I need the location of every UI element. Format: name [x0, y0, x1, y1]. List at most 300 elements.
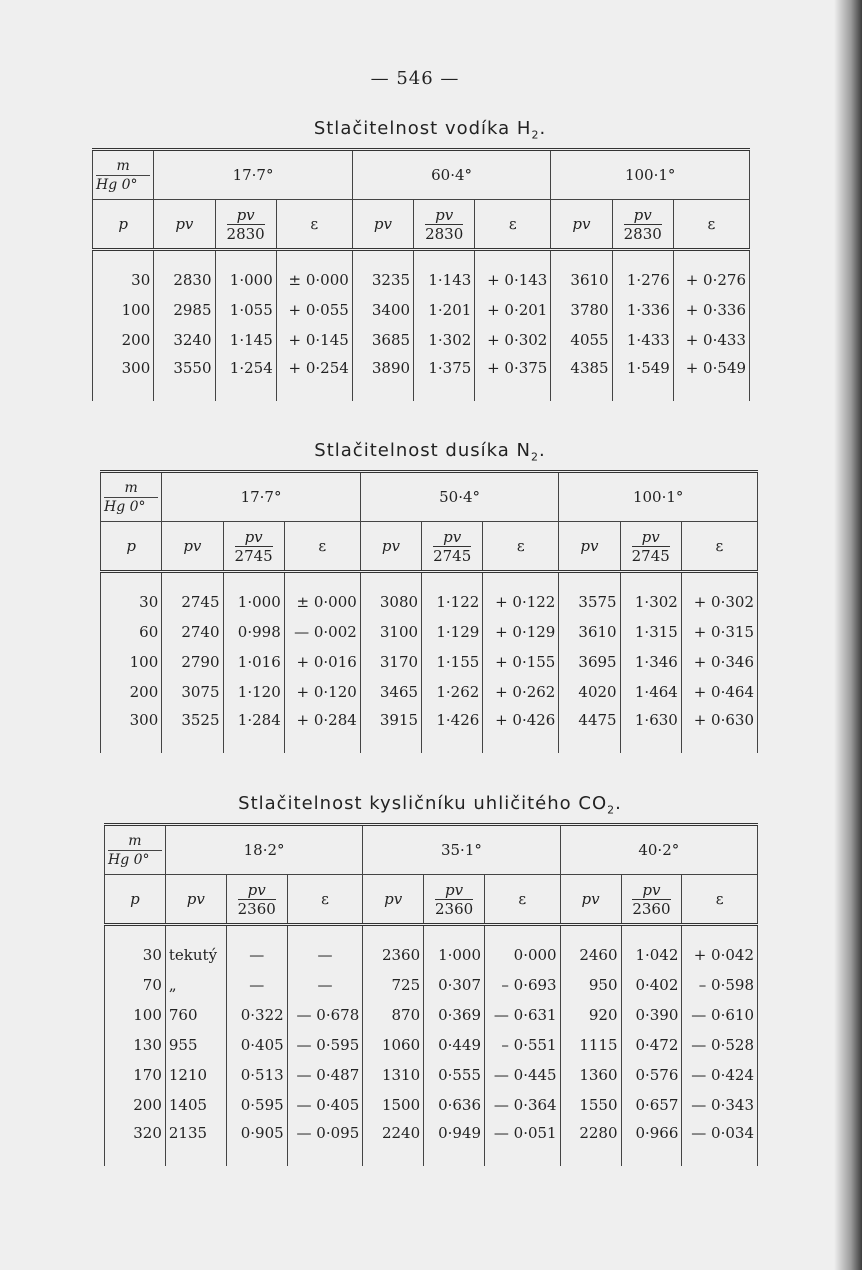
- title-text: Stlačitelnost kysličníku uhličitého CO: [238, 793, 608, 814]
- temperature-header: 17·7°: [162, 472, 361, 522]
- fraction: [433, 528, 471, 565]
- fraction: [632, 881, 670, 918]
- col-pv: pv: [165, 875, 226, 925]
- table-row: [105, 1090, 758, 1120]
- title-subscript: 2: [607, 803, 616, 817]
- table-row: [105, 1030, 758, 1060]
- table-cell: 2360: [363, 940, 424, 970]
- spacer-cell: [154, 250, 215, 266]
- table-cell: „: [165, 970, 226, 1000]
- col-pressure: p: [93, 200, 154, 250]
- table-cell: ± 0·000: [284, 587, 360, 617]
- spacer-cell: [682, 925, 758, 941]
- table-cell: + 0·122: [483, 587, 559, 617]
- table-cell: 1550: [560, 1090, 621, 1120]
- table-row: [93, 265, 750, 295]
- table-cell: 725: [363, 970, 424, 1000]
- col-pv-ratio: [620, 522, 681, 572]
- table-cell: 0·966: [621, 1120, 682, 1166]
- mhg-top: m: [116, 157, 130, 174]
- table-cell: 1·315: [620, 617, 681, 647]
- table-cell: 1·120: [223, 677, 284, 707]
- header-row-temperatures: [101, 472, 758, 522]
- table-cell: 1·155: [422, 647, 483, 677]
- mhg-bottom: Hg 0°: [96, 175, 150, 194]
- fraction-numerator: pv: [624, 206, 662, 225]
- fraction-denominator: 2360: [237, 899, 276, 918]
- fraction-numerator: pv: [433, 528, 471, 547]
- col-pv-ratio: [215, 200, 276, 250]
- table-cell: ± 0·000: [276, 265, 352, 295]
- table-row: [101, 707, 758, 753]
- header-row-columns: [105, 875, 758, 925]
- col-pv: pv: [162, 522, 223, 572]
- table-cell: + 0·315: [681, 617, 757, 647]
- table-cell: 100: [105, 1000, 166, 1030]
- table-cell: + 0·254: [276, 355, 352, 401]
- table-cell: + 0·145: [276, 325, 352, 355]
- mhg-top: m: [124, 479, 138, 496]
- col-pressure: p: [101, 522, 162, 572]
- mhg-header: [105, 825, 166, 875]
- spacer-cell: [620, 572, 681, 588]
- col-pv: pv: [560, 875, 621, 925]
- table-title-nitrogen: [0, 440, 860, 464]
- table-cell: — 0·424: [682, 1060, 758, 1090]
- table-cell: 1·630: [620, 707, 681, 753]
- table-cell: 1060: [363, 1030, 424, 1060]
- table-cell: 0·405: [226, 1030, 287, 1060]
- table-cell: 1·464: [620, 677, 681, 707]
- table-cell: — 0·610: [682, 1000, 758, 1030]
- table-cell: 0·657: [621, 1090, 682, 1120]
- table-cell: 0·576: [621, 1060, 682, 1090]
- col-epsilon: ε: [287, 875, 363, 925]
- table-cell: — 0·051: [485, 1120, 561, 1166]
- table-row: [105, 1000, 758, 1030]
- hydrogen-table: [92, 148, 750, 401]
- spacer-cell: [483, 572, 559, 588]
- table-cell: 1·143: [414, 265, 475, 295]
- col-epsilon: ε: [673, 200, 749, 250]
- table-cell: + 0·549: [673, 355, 749, 401]
- table-cell: 1·129: [422, 617, 483, 647]
- title-text: Stlačitelnost vodíka H: [313, 118, 532, 139]
- table-cell: 2240: [363, 1120, 424, 1166]
- table-cell: 3575: [559, 587, 620, 617]
- spacer-cell: [162, 572, 223, 588]
- title-end: .: [615, 793, 622, 814]
- table-cell: 3610: [551, 265, 612, 295]
- table-cell: 0·949: [424, 1120, 485, 1166]
- col-pv: pv: [352, 200, 413, 250]
- col-epsilon: ε: [483, 522, 559, 572]
- fraction: [235, 528, 273, 565]
- table-cell: 1·201: [414, 295, 475, 325]
- fraction: [227, 206, 265, 243]
- mhg-header: [93, 150, 154, 200]
- mhg-bottom: Hg 0°: [104, 497, 158, 516]
- spacer-cell: [673, 250, 749, 266]
- table-cell: – 0·598: [682, 970, 758, 1000]
- fraction: [425, 206, 463, 243]
- page-edge-shadow: [834, 0, 862, 1270]
- table-title-hydrogen: [0, 118, 860, 142]
- header-row-temperatures: [105, 825, 758, 875]
- spacer-cell: [551, 250, 612, 266]
- table-cell: 1·055: [215, 295, 276, 325]
- table-cell: 100: [101, 647, 162, 677]
- table-cell: 0·555: [424, 1060, 485, 1090]
- table-cell: — 0·487: [287, 1060, 363, 1090]
- table-cell: 1360: [560, 1060, 621, 1090]
- table-cell: 300: [101, 707, 162, 753]
- table-cell: — 0·445: [485, 1060, 561, 1090]
- table-cell: — 0·528: [682, 1030, 758, 1060]
- temperature-header: 18·2°: [165, 825, 362, 875]
- spacer-cell: [223, 572, 284, 588]
- temperature-header: 35·1°: [363, 825, 560, 875]
- table-cell: 100: [93, 295, 154, 325]
- title-subscript: 2: [530, 450, 539, 464]
- table-cell: 1·346: [620, 647, 681, 677]
- table-cell: + 0·055: [276, 295, 352, 325]
- table-cell: 3695: [559, 647, 620, 677]
- table-row: [101, 647, 758, 677]
- table-cell: 2830: [154, 265, 215, 295]
- mhg-bottom: Hg 0°: [108, 850, 162, 869]
- fraction: [624, 206, 662, 243]
- table-cell: — 0·364: [485, 1090, 561, 1120]
- table-cell: 1·262: [422, 677, 483, 707]
- spacer-cell: [485, 925, 561, 941]
- spacer-cell: [414, 250, 475, 266]
- col-epsilon: ε: [475, 200, 551, 250]
- table-cell: 0·322: [226, 1000, 287, 1030]
- table-cell: 3240: [154, 325, 215, 355]
- table-cell: 0·307: [424, 970, 485, 1000]
- table-row: [105, 1060, 758, 1090]
- table-cell: 3610: [559, 617, 620, 647]
- table-cell: + 0·630: [681, 707, 757, 753]
- spacer-cell: [101, 572, 162, 588]
- table-cell: — 0·095: [287, 1120, 363, 1166]
- table-row: [101, 617, 758, 647]
- table-cell: 0·595: [226, 1090, 287, 1120]
- table-cell: 60: [101, 617, 162, 647]
- table-cell: 870: [363, 1000, 424, 1030]
- spacer-cell: [360, 572, 421, 588]
- table-cell: — 0·678: [287, 1000, 363, 1030]
- table-cell: 3235: [352, 265, 413, 295]
- fraction-numerator: pv: [238, 881, 276, 900]
- fraction-denominator: 2745: [234, 546, 273, 565]
- table-cell: — 0·034: [682, 1120, 758, 1166]
- fraction-denominator: 2360: [632, 899, 671, 918]
- title-text: Stlačitelnost dusíka N: [314, 440, 531, 461]
- table-cell: 1·254: [215, 355, 276, 401]
- fraction-denominator: 2745: [433, 546, 472, 565]
- table-cell: 320: [105, 1120, 166, 1166]
- title-end: .: [539, 118, 547, 139]
- fraction-denominator: 2830: [425, 224, 464, 243]
- header-row-columns: [101, 522, 758, 572]
- mhg-header: [101, 472, 162, 522]
- nitrogen-table: [100, 470, 758, 753]
- spacer-cell: [363, 925, 424, 941]
- fraction-numerator: pv: [227, 206, 265, 225]
- spacer-cell: [165, 925, 226, 941]
- table-cell: 3170: [360, 647, 421, 677]
- table-cell: 1500: [363, 1090, 424, 1120]
- table-cell: 1210: [165, 1060, 226, 1090]
- spacer-cell: [352, 250, 413, 266]
- table-cell: 3685: [352, 325, 413, 355]
- table-cell: — 0·343: [682, 1090, 758, 1120]
- table-cell: 3525: [162, 707, 223, 753]
- table-cell: 1·426: [422, 707, 483, 753]
- table-cell: 300: [93, 355, 154, 401]
- table-cell: 0·472: [621, 1030, 682, 1060]
- table-row: [101, 677, 758, 707]
- col-pv-ratio: [612, 200, 673, 250]
- col-pv: pv: [154, 200, 215, 250]
- table-cell: 4475: [559, 707, 620, 753]
- table-cell: 3075: [162, 677, 223, 707]
- temperature-header: 50·4°: [360, 472, 559, 522]
- spacer-cell: [681, 572, 757, 588]
- col-pv: pv: [360, 522, 421, 572]
- table-cell: 760: [165, 1000, 226, 1030]
- table-cell: 3915: [360, 707, 421, 753]
- table-cell: 1·433: [612, 325, 673, 355]
- spacer-cell: [560, 925, 621, 941]
- table-cell: 1·375: [414, 355, 475, 401]
- spacer-cell: [475, 250, 551, 266]
- table-cell: 950: [560, 970, 621, 1000]
- table-cell: — 0·595: [287, 1030, 363, 1060]
- fraction-numerator: pv: [425, 206, 463, 225]
- spacer-row: [93, 250, 750, 266]
- spacer-cell: [559, 572, 620, 588]
- table-cell: + 0·016: [284, 647, 360, 677]
- table-cell: – 0·693: [485, 970, 561, 1000]
- col-epsilon: ε: [682, 875, 758, 925]
- table-row: [93, 295, 750, 325]
- table-cell: 3890: [352, 355, 413, 401]
- header-row-columns: [93, 200, 750, 250]
- temperature-header: 60·4°: [352, 150, 551, 200]
- spacer-cell: [226, 925, 287, 941]
- mhg-top: m: [128, 832, 142, 849]
- table-cell: + 0·433: [673, 325, 749, 355]
- fraction-denominator: 2830: [623, 224, 662, 243]
- col-pv-ratio: [422, 522, 483, 572]
- fraction-numerator: pv: [235, 528, 273, 547]
- table-title-co2: [0, 793, 860, 817]
- table-row: [105, 1120, 758, 1166]
- table-cell: 1·302: [414, 325, 475, 355]
- table-cell: 2460: [560, 940, 621, 970]
- table-cell: 2135: [165, 1120, 226, 1166]
- table-cell: 30: [93, 265, 154, 295]
- table-cell: 3780: [551, 295, 612, 325]
- spacer-cell: [105, 925, 166, 941]
- table-cell: 1·302: [620, 587, 681, 617]
- col-pv-ratio: [223, 522, 284, 572]
- table-cell: 3080: [360, 587, 421, 617]
- table-cell: 0·636: [424, 1090, 485, 1120]
- table-cell: 3100: [360, 617, 421, 647]
- table-cell: —: [287, 970, 363, 1000]
- table-cell: 955: [165, 1030, 226, 1060]
- table-cell: + 0·042: [682, 940, 758, 970]
- col-pv-ratio: [424, 875, 485, 925]
- table-cell: 2740: [162, 617, 223, 647]
- table-cell: + 0·375: [475, 355, 551, 401]
- table-cell: + 0·336: [673, 295, 749, 325]
- col-epsilon: ε: [276, 200, 352, 250]
- table-cell: 3400: [352, 295, 413, 325]
- table-cell: 200: [101, 677, 162, 707]
- table-cell: + 0·302: [681, 587, 757, 617]
- table-cell: + 0·346: [681, 647, 757, 677]
- table-cell: 1·145: [215, 325, 276, 355]
- table-cell: 1·122: [422, 587, 483, 617]
- spacer-cell: [424, 925, 485, 941]
- table-row: [93, 355, 750, 401]
- table-row: [93, 325, 750, 355]
- table-cell: 1115: [560, 1030, 621, 1060]
- table-cell: 4020: [559, 677, 620, 707]
- table-cell: + 0·284: [284, 707, 360, 753]
- header-row-temperatures: [93, 150, 750, 200]
- fraction: [238, 881, 276, 918]
- col-pressure: p: [105, 875, 166, 925]
- col-epsilon: ε: [681, 522, 757, 572]
- col-pv: pv: [363, 875, 424, 925]
- spacer-row: [101, 572, 758, 588]
- page-number: — 546 —: [370, 68, 460, 89]
- temperature-header: 40·2°: [560, 825, 757, 875]
- table-cell: 4385: [551, 355, 612, 401]
- table-cell: — 0·631: [485, 1000, 561, 1030]
- fraction: [632, 528, 670, 565]
- table-cell: —: [287, 940, 363, 970]
- table-cell: 1·000: [424, 940, 485, 970]
- fraction-numerator: pv: [632, 528, 670, 547]
- table-cell: 1·284: [223, 707, 284, 753]
- table-cell: 0·000: [485, 940, 561, 970]
- fraction-denominator: 2745: [631, 546, 670, 565]
- col-pv: pv: [551, 200, 612, 250]
- table-cell: 30: [105, 940, 166, 970]
- table-cell: 3465: [360, 677, 421, 707]
- table-cell: + 0·302: [475, 325, 551, 355]
- table-cell: 1·042: [621, 940, 682, 970]
- table-cell: + 0·464: [681, 677, 757, 707]
- table-cell: 200: [93, 325, 154, 355]
- table-cell: 0·905: [226, 1120, 287, 1166]
- spacer-cell: [276, 250, 352, 266]
- table-cell: —: [226, 970, 287, 1000]
- table-row: [105, 940, 758, 970]
- table-cell: — 0·405: [287, 1090, 363, 1120]
- col-epsilon: ε: [284, 522, 360, 572]
- table-cell: 2280: [560, 1120, 621, 1166]
- table-cell: 1·016: [223, 647, 284, 677]
- temperature-header: 17·7°: [154, 150, 353, 200]
- table-cell: 1405: [165, 1090, 226, 1120]
- col-pv-ratio: [414, 200, 475, 250]
- table-cell: 1·336: [612, 295, 673, 325]
- fraction-denominator: 2830: [226, 224, 265, 243]
- table-cell: 1·549: [612, 355, 673, 401]
- table-cell: 0·402: [621, 970, 682, 1000]
- temperature-header: 100·1°: [551, 150, 750, 200]
- table-cell: 1310: [363, 1060, 424, 1090]
- table-cell: + 0·143: [475, 265, 551, 295]
- table-cell: 4055: [551, 325, 612, 355]
- co2-table: [104, 823, 758, 1166]
- table-cell: 0·369: [424, 1000, 485, 1030]
- spacer-cell: [422, 572, 483, 588]
- table-cell: + 0·120: [284, 677, 360, 707]
- fraction-denominator: 2360: [434, 899, 474, 918]
- table-cell: 70: [105, 970, 166, 1000]
- fraction-numerator: pv: [435, 881, 473, 900]
- table-cell: + 0·129: [483, 617, 559, 647]
- title-end: .: [538, 440, 546, 461]
- table-row: [105, 970, 758, 1000]
- table-cell: + 0·262: [483, 677, 559, 707]
- spacer-cell: [284, 572, 360, 588]
- table-cell: —: [226, 940, 287, 970]
- col-pv-ratio: [226, 875, 287, 925]
- col-pv-ratio: [621, 875, 682, 925]
- table-cell: 2790: [162, 647, 223, 677]
- table-cell: 0·390: [621, 1000, 682, 1030]
- table-cell: 920: [560, 1000, 621, 1030]
- table-cell: 130: [105, 1030, 166, 1060]
- table-cell: 0·449: [424, 1030, 485, 1060]
- spacer-cell: [215, 250, 276, 266]
- table-cell: 30: [101, 587, 162, 617]
- table-cell: 2985: [154, 295, 215, 325]
- table-cell: + 0·426: [483, 707, 559, 753]
- col-pv: pv: [559, 522, 620, 572]
- table-cell: — 0·002: [284, 617, 360, 647]
- table-cell: tekutý: [165, 940, 226, 970]
- temperature-header: 100·1°: [559, 472, 758, 522]
- table-cell: 170: [105, 1060, 166, 1090]
- table-cell: + 0·155: [483, 647, 559, 677]
- title-subscript: 2: [531, 128, 540, 142]
- table-cell: + 0·201: [475, 295, 551, 325]
- spacer-row: [105, 925, 758, 941]
- table-cell: 0·998: [223, 617, 284, 647]
- table-cell: 1·000: [215, 265, 276, 295]
- spacer-cell: [621, 925, 682, 941]
- spacer-cell: [287, 925, 363, 941]
- table-cell: 1·000: [223, 587, 284, 617]
- fraction: [435, 881, 473, 918]
- table-cell: 3550: [154, 355, 215, 401]
- table-cell: + 0·276: [673, 265, 749, 295]
- spacer-cell: [93, 250, 154, 266]
- table-row: [101, 587, 758, 617]
- table-cell: 2745: [162, 587, 223, 617]
